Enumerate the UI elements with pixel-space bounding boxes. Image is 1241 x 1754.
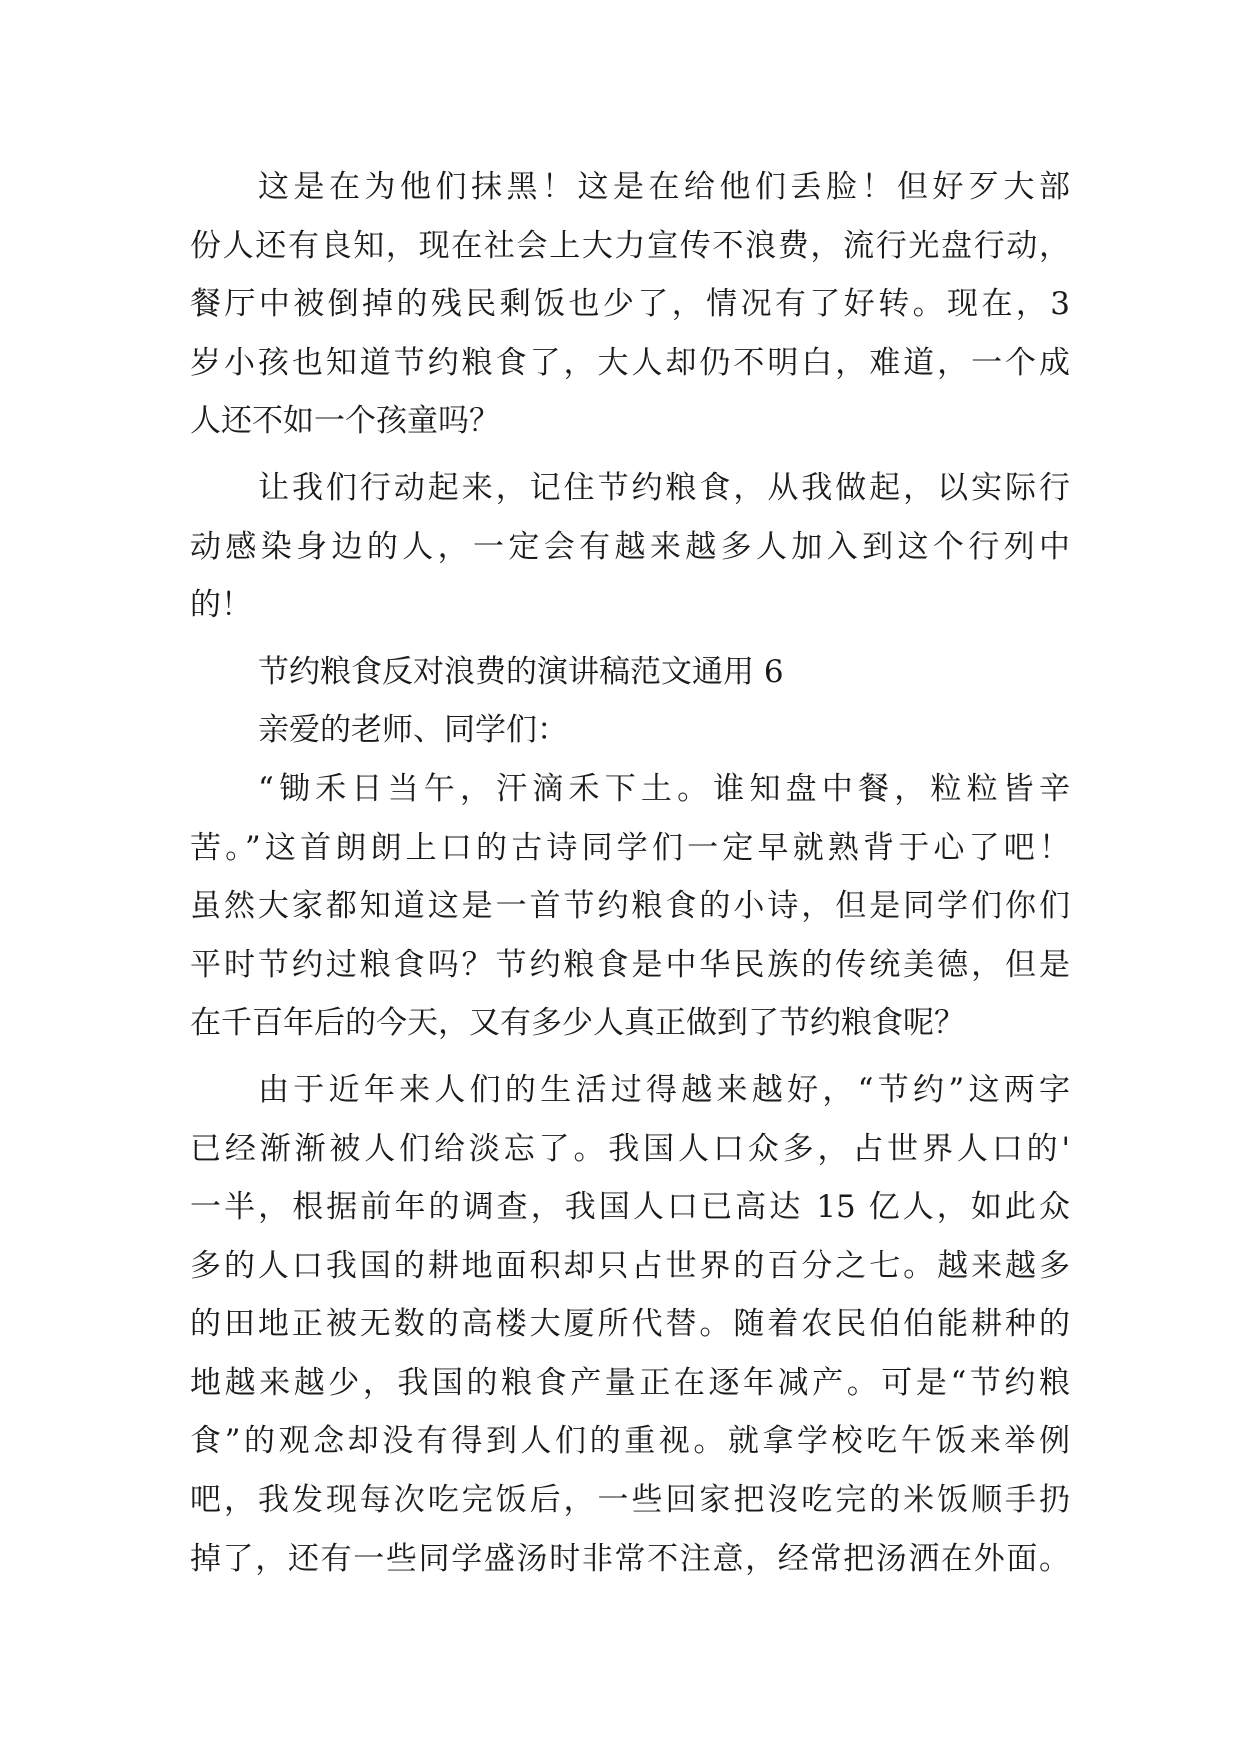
paragraph-line: “锄禾日当午，汗滴禾下土。谁知盘中餐，粒粒皆辛 [258,770,1070,807]
paragraph-line: 在千百年后的今天，又有多少人真正做到了节约粮食呢？ [190,1005,965,1042]
paragraph-line: 已经渐渐被人们给淡忘了。我国人口众多，占世界人口的' [190,1130,1070,1167]
paragraph-line: 份人还有良知，现在社会上大力宣传不浪费，流行光盘行动， [190,227,1070,264]
section-heading: 节约粮食反对浪费的演讲稿范文通用 6 [258,653,784,690]
paragraph-line: 一半，根据前年的调查，我国人口已高达 15 亿人，如此众 [190,1189,1070,1226]
paragraph-line: 食”的观念却没有得到人们的重视。就拿学校吃午饭来举例 [190,1423,1070,1460]
paragraph-line: 人还不如一个孩童吗？ [190,403,500,440]
paragraph-line: 吧，我发现每次吃完饭后，一些回家把沒吃完的米饭顺手扔 [190,1482,1070,1519]
salutation: 亲爱的老师、同学们： [258,712,568,749]
paragraph-line: 苦。”这首朗朗上口的古诗同学们一定早就熟背于心了吧！ [190,829,1070,866]
paragraph-line: 岁小孩也知道节约粮食了，大人却仍不明白，难道，一个成 [190,344,1070,381]
paragraph-line: 动感染身边的人，一定会有越来越多人加入到这个行列中 [190,528,1070,565]
paragraph-line: 掉了，还有一些同学盛汤时非常不注意，经常把汤洒在外面。 [190,1540,1070,1577]
paragraph-line: 地越来越少，我国的粮食产量正在逐年减产。可是“节约粮 [190,1364,1070,1401]
paragraph-line: 这是在为他们抹黑！这是在给他们丢脸！但好歹大部 [258,169,1070,205]
paragraph-line: 的！ [190,587,252,624]
paragraph-line: 的田地正被无数的高楼大厦所代替。随着农民伯伯能耕种的 [190,1306,1070,1343]
paragraph-line: 多的人口我国的耕地面积却只占世界的百分之七。越来越多 [190,1247,1070,1284]
paragraph-line: 由于近年来人们的生活过得越来越好，“节约”这两字 [258,1071,1070,1108]
paragraph-line: 餐厅中被倒掉的残民剩饭也少了，情况有了好转。现在，3 [190,286,1070,323]
paragraph-line: 虽然大家都知道这是一首节约粮食的小诗，但是同学们你们 [190,888,1070,925]
paragraph-line: 让我们行动起来，记住节约粮食，从我做起，以实际行 [258,469,1070,506]
document-body [190,158,1070,1588]
paragraph-line: 平时节约过粮食吗？节约粮食是中华民族的传统美德，但是 [190,946,1070,983]
